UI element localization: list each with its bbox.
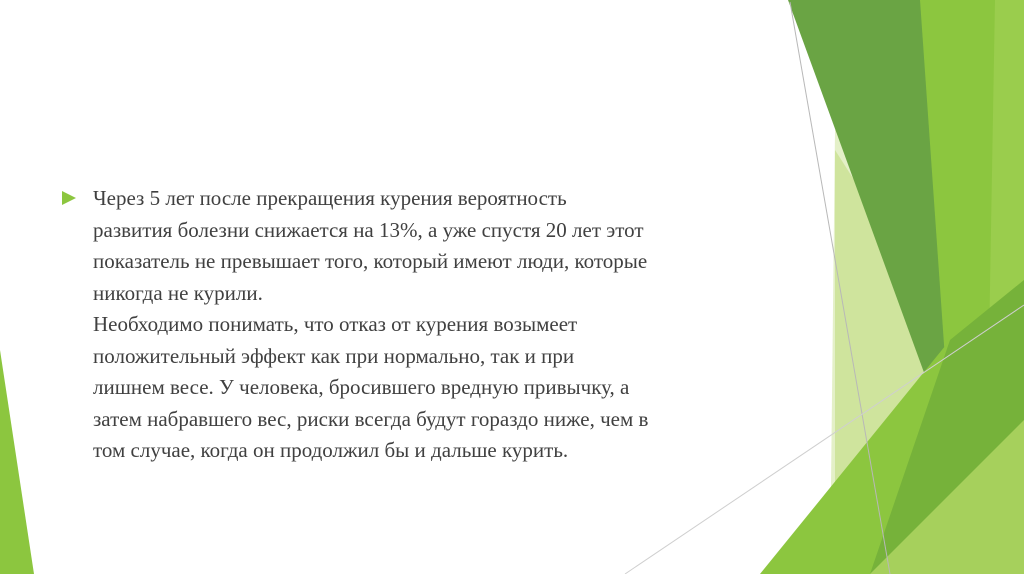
bullet-text <box>93 183 783 467</box>
left-edge-stripe <box>0 350 34 574</box>
paragraph-1: Через 5 лет после прекращения курения вероятность развития болезни снижается на 13%, а уже спустя 20 лет этот показатель не превышает того, который имеют люди, которые никогда не курили. <box>93 186 648 305</box>
paragraph-2: Необходимо понимать, что отказ от курения возымеет положительный эффект как при нормально, так и при лишнем весе. У человека, бросившего вредную привычку, а затем набравшего вес, риски всегда будут гораздо ниже, чем в том случае, когда он продолжил бы и дальше курить. <box>93 312 649 462</box>
triangle-right-icon <box>62 191 76 205</box>
